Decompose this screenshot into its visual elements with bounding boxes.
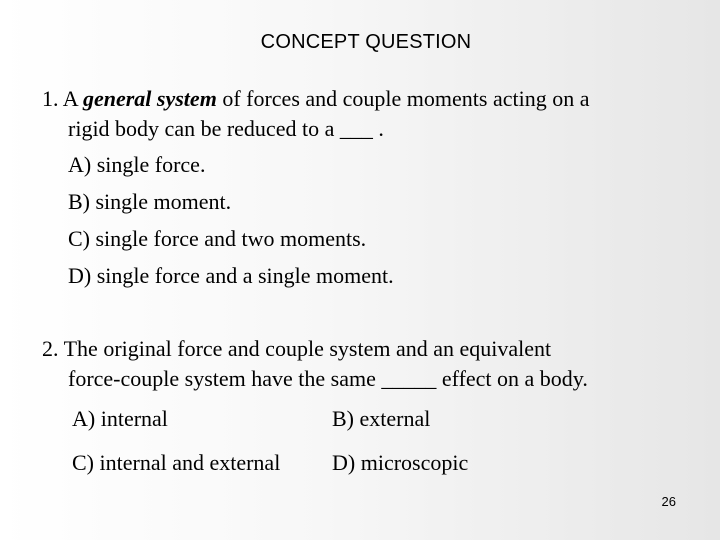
question-1-line-1-rest: of forces and couple moments acting on a (216, 86, 590, 111)
question-2-option-b: B) external (332, 406, 431, 431)
question-1 (42, 84, 692, 144)
question-1-option-c: C) single force and two moments. (68, 226, 367, 251)
question-1-option-b: B) single moment. (68, 189, 232, 214)
question-2-line-2: force-couple system have the same _____ effect on a body. (68, 366, 588, 391)
page-number: 26 (661, 494, 676, 509)
question-2-line-1 (42, 334, 692, 364)
question-1-line-2: rigid body can be reduced to a ___ . (68, 116, 384, 141)
question-2-option-d: D) microscopic (332, 450, 469, 475)
question-2-number: 2. (42, 336, 59, 361)
question-2-options-row-2 (72, 448, 592, 492)
question-1-options (68, 150, 394, 298)
question-1-line-1 (42, 84, 692, 114)
question-2 (42, 334, 692, 394)
question-1-number: 1. (42, 86, 59, 111)
question-2-option-c: C) internal and external (72, 450, 281, 475)
question-2-option-a: A) internal (72, 406, 168, 431)
question-1-option-a: A) single force. (68, 152, 206, 177)
question-1-emphasis: general system (82, 86, 217, 111)
question-1-option-d: D) single force and a single moment. (68, 263, 394, 288)
question-1-prefix: A (62, 86, 83, 111)
question-2-options-row-1 (72, 404, 592, 448)
question-2-options (72, 404, 592, 492)
slide-title: CONCEPT QUESTION (260, 31, 472, 53)
question-2-line-1-text: The original force and couple system and an equivalent (63, 336, 552, 361)
